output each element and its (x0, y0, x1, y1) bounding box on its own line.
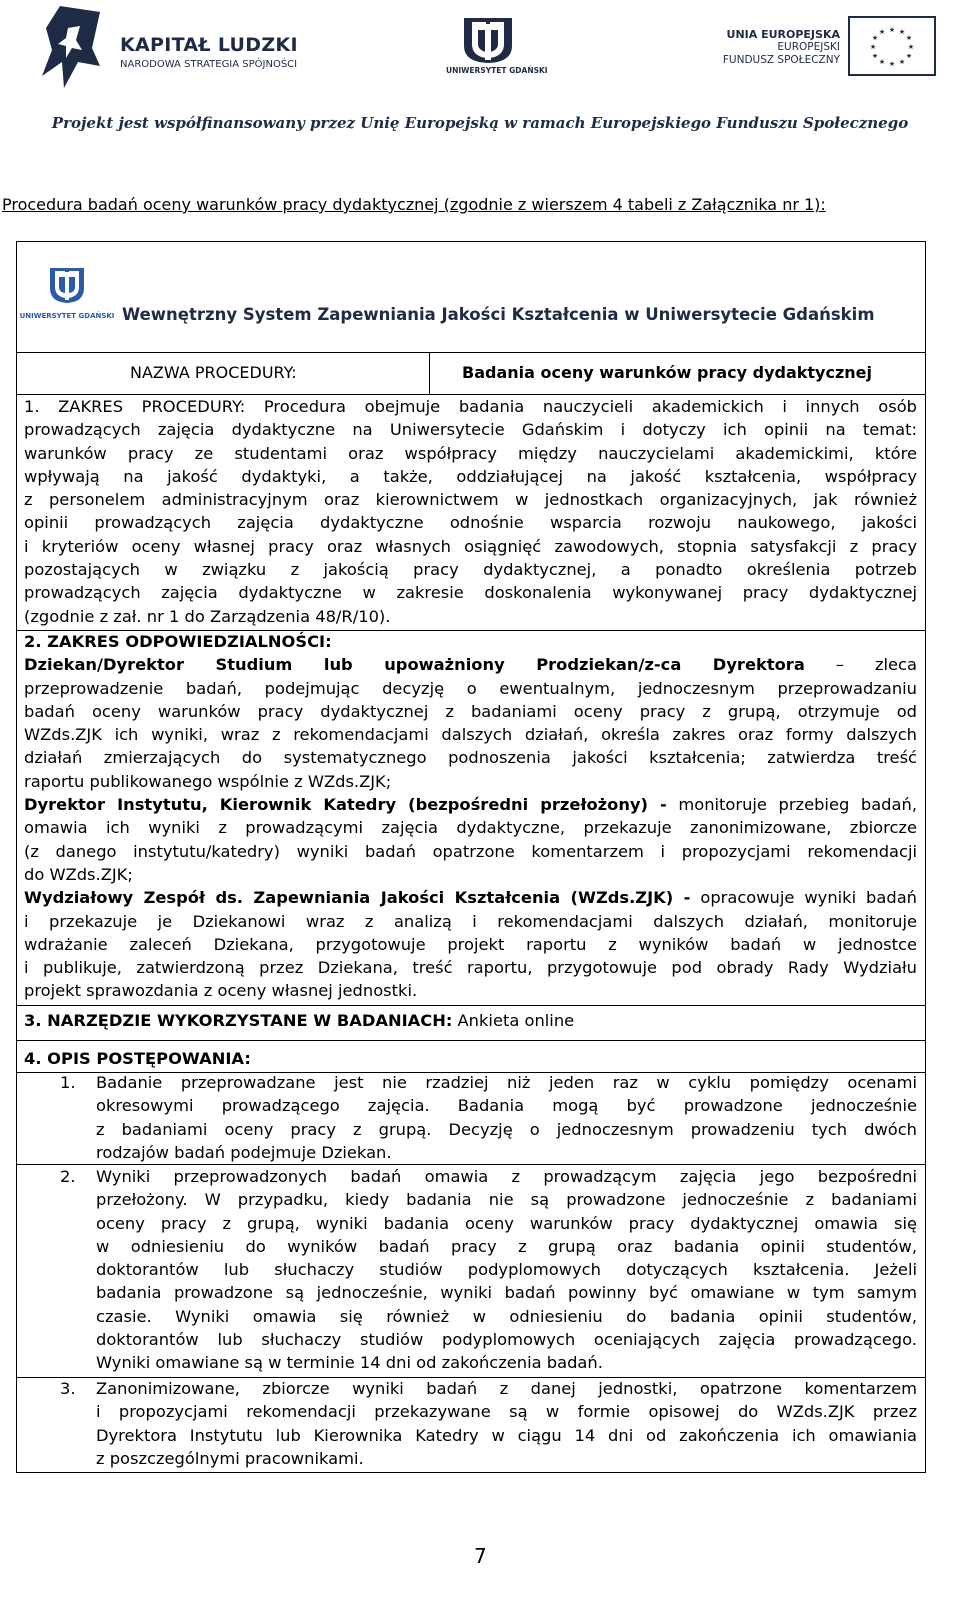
eu-flag-icon (848, 16, 936, 76)
svg-text:★: ★ (907, 43, 915, 51)
section-tool (24, 1009, 917, 1032)
text-line: z badaniami oceny pracy z grupą. Decyzję o jednoczesnym prowadzeniu tych dwóch (96, 1119, 917, 1139)
table-rule (16, 1040, 926, 1041)
page-number: 7 (474, 1544, 487, 1568)
kapital-ludzki-title: KAPITAŁ LUDZKI (120, 34, 298, 56)
ug-logo-icon (458, 16, 518, 64)
section-responsibility (24, 630, 917, 1003)
text-line: wdrażanie zaleceń Dziekana, przygotowuje projekt raportu z wyników badań w jednostce (24, 934, 917, 954)
text-line: działań zmierzających do systematycznego podnoszenia jakości kształcenia; zatwierdza treść (24, 748, 917, 768)
system-title: Wewnętrzny System Zapewniania Jakości Kształcenia w Uniwersytecie Gdańskim (122, 305, 875, 324)
text-line: prowadzących zajęcia dydaktyczne w zakresie doskonalenia wykonywanej pracy dydaktycznej (24, 583, 917, 603)
text-line: (z danego instytutu/katedry) wyniki badań opatrzone komentarzem i propozycjami rekomendacji (24, 841, 917, 861)
table-column-rule (429, 352, 430, 394)
text-line: omawia ich wyniki z prowadzącymi zajęcia dydaktyczne, przekazuje zanonimizowane, zbiorcze (24, 818, 917, 838)
text-line: (zgodnie z zał. nr 1 do Zarządzenia 48/R/10). (24, 606, 391, 626)
svg-text:★: ★ (878, 28, 886, 36)
step-text (96, 1165, 917, 1375)
text-line: Badanie przeprowadzane jest nie rzadziej niż jeden raz w cyklu pomiędzy ocenami (96, 1073, 917, 1092)
svg-text:★: ★ (898, 28, 906, 36)
text-line: przeprowadzenie badań, podejmując decyzję o ewentualnym, jednoczesnym przeprowadzaniu (24, 678, 917, 698)
text-line: do WZds.ZJK; (24, 864, 133, 884)
eu-line-2: EUROPEJSKI (777, 41, 840, 53)
text-line: i publikuje, zatwierdzoną przez Dziekana, treść raportu, przygotowuje pod obrady Rady Wydziału (24, 958, 917, 978)
svg-text:★: ★ (905, 34, 913, 42)
text-line: Dziekan/Dyrektor Studium lub upoważniony Prodziekan/z-ca Dyrektora – zleca (24, 655, 917, 675)
text-line: opinii prowadzących zajęcia dydaktyczne odnośnie wsparcia rozwoju naukowego, jakości (24, 513, 917, 533)
eu-line-3: FUNDUSZ SPOŁECZNY (722, 54, 840, 66)
text-line: Wyniki omawiane są w terminie 14 dni od zakończenia badań. (96, 1353, 603, 1373)
table-rule (16, 1005, 926, 1006)
text-line: okresowymi prowadzącego zajęcia. Badania mogą być prowadzone jednocześnie (96, 1096, 917, 1116)
text-line: projekt sprawozdania z oceny własnej jednostki. (24, 981, 418, 1001)
text-line: z personelem administracyjnym oraz kierownictwem w jednostkach organizacyjnych, jak również (24, 490, 917, 510)
ug-small-logo-icon (19, 266, 115, 324)
text-line: czasie. Wyniki omawia się również w odniesieniu do badania opinii studentów, (96, 1306, 917, 1326)
procedure-name-value: Badania oceny warunków pracy dydaktycznej (462, 363, 873, 382)
step-number: 1. (60, 1073, 76, 1092)
step-number: 3. (60, 1379, 76, 1398)
eu-line-1: UNIA EUROPEJSKA (726, 28, 840, 41)
svg-text:★: ★ (869, 43, 877, 51)
svg-text:★: ★ (905, 52, 913, 60)
text-line: przełożony. W przypadku, kiedy badania nie są prowadzone jednocześnie z badaniami (96, 1190, 917, 1210)
eu-label (723, 28, 840, 67)
text-line: doktorantów lub słuchaczy studiów podyplomowych oceniających zajęcia prowadzącego. (96, 1330, 917, 1350)
text-line: oceny pracy z grupą, wyniki badania oceny warunków pracy dydaktycznej omawia się (96, 1213, 917, 1233)
section-heading: 4. OPIS POSTĘPOWANIA: (24, 1049, 251, 1068)
text-line: Dyrektor Instytutu, Kierownik Katedry (bezpośredni przełożony) - monitoruje przebieg badań, (24, 795, 917, 815)
tool-value: Ankieta online (452, 1011, 575, 1030)
procedure-name-label: NAZWA PROCEDURY: (130, 363, 297, 382)
text-line: prowadzących zajęcia dydaktyczne na Uniwersytecie Gdańskim i dotyczy ich opinii na temat: (24, 420, 917, 440)
svg-text:★: ★ (888, 26, 896, 34)
kapital-ludzki-subtitle: NARODOWA STRATEGIA SPÓJNOŚCI (120, 59, 298, 70)
project-cofinancing-note: Projekt jest współfinansowany przez Unię Europejską w ramach Europejskiego Funduszu Społecznego (51, 114, 909, 132)
kapital-ludzki-star-icon (42, 6, 100, 88)
text-line: Wydziałowy Zespół ds. Zapewniania Jakości Kształcenia (WZds.ZJK) - opracowuje wyniki badań (24, 888, 917, 908)
text-line: raportu publikowanego wspólnie z WZds.ZJK; (24, 771, 392, 791)
svg-text:★: ★ (888, 60, 896, 68)
svg-text:★: ★ (871, 34, 879, 42)
section-description-heading (24, 1047, 917, 1070)
text-line: 1. ZAKRES PROCEDURY: Procedura obejmuje badania nauczycieli akademickich i innych osób (24, 397, 917, 416)
text-line: WZds.ZJK ich wyniki, wraz z rekomendacjami dalszych działań, określa zakres oraz formy dalszych (24, 725, 917, 745)
procedure-heading: Procedura badań oceny warunków pracy dydaktycznej (zgodnie z wierszem 4 tabeli z Załącznika nr 1): (2, 195, 826, 214)
text-line: badania prowadzone są jednocześnie, wyniki badań powinny być omawiane w tym samym (96, 1283, 917, 1303)
svg-text:★: ★ (871, 52, 879, 60)
text-line: i przekazuje je Dziekanowi wraz z analizą i rekomendacjami dalszych działań, monitoruje (24, 911, 917, 931)
text-line: rodzajów badań podejmuje Dziekan. (96, 1142, 392, 1162)
tool-label: 3. NARZĘDZIE WYKORZYSTANE W BADANIACH: (24, 1011, 453, 1030)
svg-text:★: ★ (878, 58, 886, 66)
step-number: 2. (60, 1167, 76, 1186)
ug-logo-text: UNIWERSYTET GDAŃSKI (446, 66, 548, 75)
page-header (0, 0, 960, 110)
small-logo-text: UNIWERSYTET GDAŃSKI (19, 312, 115, 320)
text-line: w odniesieniu do wyników badań pracy z grupą oraz badania opinii studentów, (96, 1236, 917, 1256)
text-line: wpływają na jakość dydaktyki, a także, oddziałującej na jakość kształcenia, współpracy (24, 466, 917, 486)
text-line: Dyrektora Instytutu lub Kierownika Katedry w ciągu 14 dni od zakończenia ich omawiania (96, 1425, 917, 1445)
text-line: Zanonimizowane, zbiorcze wyniki badań z danej jednostki, opatrzone komentarzem (96, 1379, 917, 1398)
text-line: doktorantów lub słuchaczy studiów podyplomowych dotyczących kształcenia. Jeżeli (96, 1260, 917, 1280)
step-text (96, 1071, 917, 1164)
section-heading: 2. ZAKRES ODPOWIEDZIALNOŚCI: (24, 632, 332, 651)
text-line: i propozycjami rekomendacji przekazywane są w formie opisowej do WZds.ZJK przez (96, 1402, 917, 1422)
svg-text:★: ★ (898, 58, 906, 66)
text-line: pozostających w związku z jakością pracy dydaktycznej, a ponadto określenia potrzeb (24, 560, 917, 580)
section-scope (24, 395, 917, 628)
text-line: i kryteriów oceny własnej pracy oraz własnych osiągnięć zawodowych, stopnia satysfakcji z pracy (24, 536, 917, 556)
text-line: warunków pracy ze studentami oraz współpracy między nauczycielami akademickimi, które (24, 443, 917, 463)
table-rule (16, 352, 926, 353)
text-line: Wyniki przeprowadzonych badań omawia z prowadzącym zajęcia jego bezpośredni (96, 1167, 917, 1186)
text-line: badań oceny warunków pracy dydaktycznej z badaniami oceny pracy z grupą, otrzymuje od (24, 701, 917, 721)
text-line: z poszczególnymi pracownikami. (96, 1448, 364, 1468)
step-text (96, 1377, 917, 1470)
